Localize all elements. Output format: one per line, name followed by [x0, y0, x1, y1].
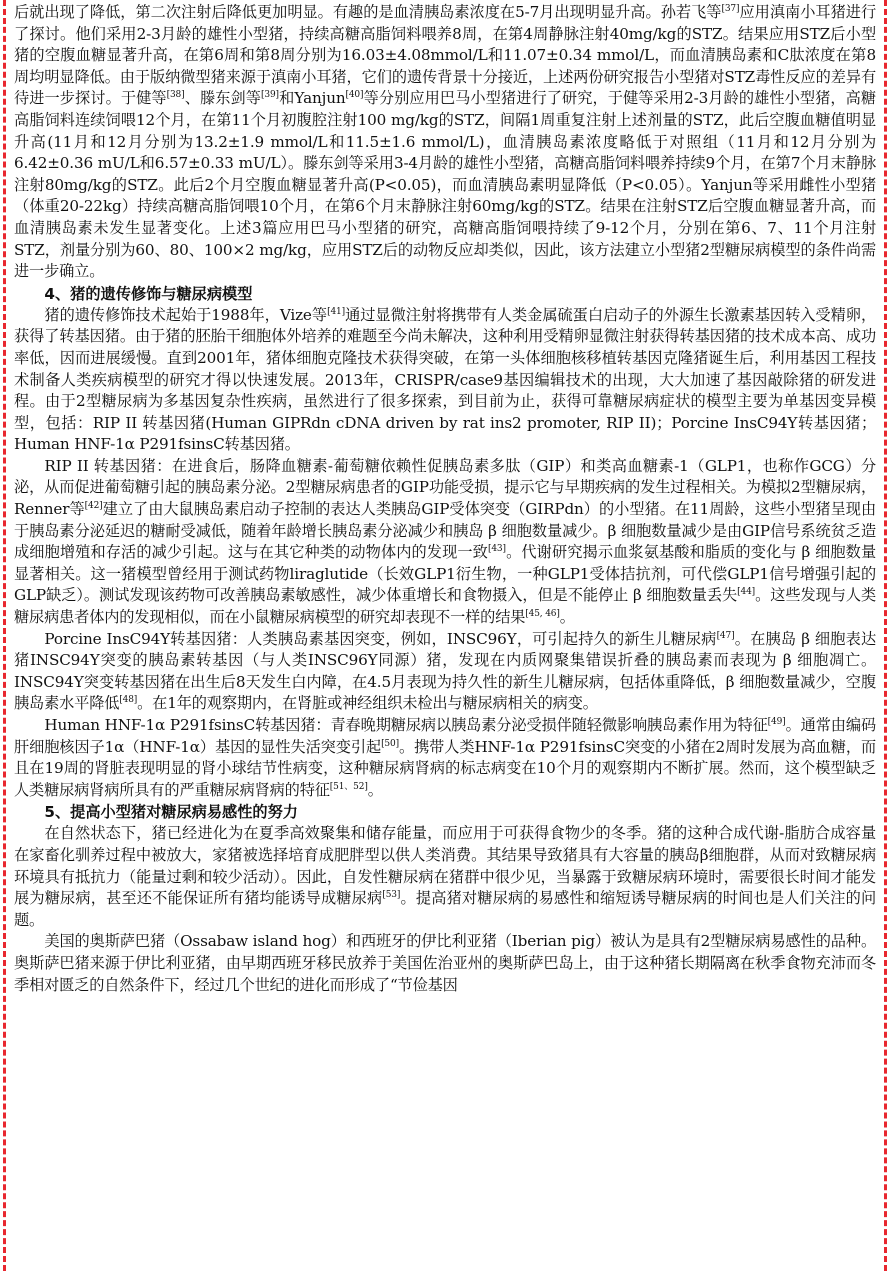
left-dashed-border [3, 0, 6, 1271]
citation-ref: [37] [721, 3, 740, 14]
body-paragraph [14, 2, 876, 283]
text-run: 猪的遗传修饰技术起始于1988年，Vize等 [44, 305, 328, 324]
text-run: 。在1年的观察期内，在肾脏或神经组织未检出与糖尿病相关的病变。 [137, 694, 598, 713]
citation-ref: [39] [261, 90, 279, 101]
citation-ref: [42] [84, 501, 103, 511]
citation-ref: [51、52] [329, 781, 368, 792]
text-run: 。通常由编码肝细胞核因子1α（HNF-1α）基因的显性失活突变引起 [14, 716, 876, 756]
citation-ref: [44] [737, 587, 756, 598]
body-paragraph [14, 931, 876, 996]
citation-ref: [43] [487, 544, 506, 555]
body-paragraph [14, 629, 876, 715]
citation-ref: [49] [767, 716, 786, 727]
body-paragraph [14, 715, 876, 801]
text-run: 和Yanjun [278, 89, 346, 108]
text-run: 。 [367, 780, 383, 799]
text-run: RIP II 转基因猪：在进食后，肠降血糖素-葡萄糖依赖性促胰岛素多肽（GIP）和类高血糖素-1（GLP1，也称作GCG）分泌，从而促进葡萄糖引起的胰岛素分泌。2型糖尿病患者的GIP功能受损，提示它与早期疾病的发生过程相关。为模拟2型糖尿病，Renner等 [14, 456, 876, 519]
citation-ref: [50] [381, 738, 399, 749]
section-heading [14, 801, 876, 823]
section-heading [14, 283, 876, 305]
text-run: 在自然状态下，猪已经进化为在夏季高效聚集和储存能量，而应用于可获得食物少的冬季。猪的这种合成代谢-脂肪合成容量在家畜化驯养过程中被放大，家猪被选择培育成肥胖型以供人类消费。其结果导致猪具有大容量的胰岛β细胞群，从而对致糖尿病环境具有抵抗力（能量过剩和较少活动）。因此，自发性糖尿病在猪群中很少见，当暴露于致糖尿病环境时，需要很长时间才能发展为糖尿病，甚至还不能保证所有猪均能诱导成糖尿病 [14, 824, 876, 908]
text-run: 通过显微注射将携带有人类金属硫蛋白启动子的外源生长激素基因转入受精卵，获得了转基因猪。由于猪的胚胎干细胞体外培养的难题至今尚未解决，这种利用受精卵显微注射获得转基因猪的技术成本高、成功率低，因而进展缓慢。直到2001年，猪体细胞克隆技术获得突破，在第一头体细胞核移植转基因克隆猪诞生后，利用基因工程技术制备人类疾病模型的研究才得以快速发展。2013年，CRISPR/case9基因编辑技术的出现，大大加速了基因敲除猪的研发进程。由于2型糖尿病为多基因复杂性疾病，虽然进行了很多探索，到目前为止，获得可靠糖尿病症状的模型主要为单基因变异模型，包括：RIP II 转基因猪(Human GIPRdn cDNA driven by rat ins2 promoter, RIP II)；Porcine InsC94Y转基因猪；Human HNF-1α P291fsinsC转基因猪。 [14, 305, 876, 454]
citation-ref: [40] [345, 90, 364, 101]
text-run: 建立了由大鼠胰岛素启动子控制的表达人类胰岛GIP受体突变（GIRPdn）的小型猪。在11周龄，这些小型猪呈现由于胰岛素分泌延迟的糖耐受减低，随着年龄增长胰岛素分泌减少和胰岛 β 细胞数量减少。β 细胞数量减少是由GIP信号系统贫乏造成细胞增殖和存活的减少引起。这与在其它种类的动物体内的发现一致 [14, 500, 876, 562]
text-run: 美国的奥斯萨巴猪（Ossabaw island hog）和西班牙的伊比利亚猪（Iberian pig）被认为是具有2型糖尿病易感性的品种。奥斯萨巴猪来源于伊比利亚猪，由早期西班牙移民放养于美国佐治亚州的奥斯萨巴岛上，由于这种猪长期隔离在秋季食物充沛而冬季相对匮乏的自然条件下，经过几个世纪的进化而形成了“节俭基因 [14, 932, 876, 994]
text-run: Porcine InsC94Y转基因猪：人类胰岛素基因突变，例如，INSC96Y，可引起持久的新生儿糖尿病 [44, 629, 717, 648]
text-run: 应用滇南小耳猪进行了探讨。他们采用2-3月龄的雄性小型猪，持续高糖高脂饲料喂养8周，在第4周静脉注射40mg/kg的STZ。结果应用STZ后小型猪的空腹血糖显著升高，在第6周和第8周分别为16.03±4.08mmol/L和11.07±0.34 mmol/L，而血清胰岛素和C肽浓度在第8周均明显降低。由于版纳微型猪来源于滇南小耳猪，它们的遗传背景十分接近，上述两份研究报告小型猪对STZ毒性反应的差异有待进一步探讨。于健等 [14, 3, 876, 108]
citation-ref: [48] [119, 695, 138, 706]
text-run: 4、猪的遗传修饰与糖尿病模型 [44, 284, 253, 303]
paper-page [14, 2, 876, 1271]
text-run: 。 [559, 608, 575, 627]
text-run: 。代谢研究揭示血浆氨基酸和脂质的变化与 β 细胞数量显著相关。这一猪模型曾经用于测试药物liraglutide（长效GLP1衍生物，一种GLP1受体拮抗剂，可代偿GLP1信号增强引起的GLP缺乏）。测试发现该药物可改善胰岛素敏感性，减少体重增长和食物摄入，但是不能停止 β 细胞数量丢失 [14, 543, 876, 605]
text-run: 5、提高小型猪对糖尿病易感性的努力 [44, 803, 298, 822]
citation-ref: [53] [382, 890, 401, 901]
text-run: 。携带人类HNF-1α P291fsinsC突变的小猪在2周时发展为高血糖，而且在19周的肾脏表现明显的肾小球结节性病变，这种糖尿病肾病的标志病变在10个月的观察期内不断扩展。然而，这个模型缺乏人类糖尿病肾病所具有的严重糖尿病肾病的特征 [14, 737, 876, 799]
citation-ref: [41] [327, 306, 345, 317]
citation-ref: [45, 46] [525, 608, 560, 619]
text-run: 等分别应用巴马小型猪进行了研究，于健等采用2-3月龄的雄性小型猪，高糖高脂饲料连续饲喂12个月，在第11个月初腹腔注射100 mg/kg的STZ，间隔1周重复注射上述剂量的STZ，此后空腹血糖值明显升高(11月和12月分别为13.2±1.9 mmol/L和11.5±1.6 mmol/L)，血清胰岛素浓度略低于对照组（11月和12月分别为6.42±0.36 mU/L和6.57±0.33 mU/L）。滕东剑等采用3-4月龄的雄性小型猪，高糖高脂饲料喂养持续9个月，在第7个月末静脉注射80mg/kg的STZ。此后2个月空腹血糖显著升高(P<0.05)，而血清胰岛素明显降低（P<0.05）。Yanjun等采用雌性小型猪（体重20-22kg）持续高糖高脂饲喂10个月，在第6个月末静脉注射60mg/kg的STZ。结果在注射STZ后空腹血糖显著升高，而血清胰岛素未发生显著变化。上述3篇应用巴马小型猪的研究，高糖高脂饲喂持续了9-12个月，分别在第6、7、11个月注射STZ，剂量分别为60、80、100×2 mg/kg，应用STZ后的动物反应却类似，因此，该方法建立小型猪2型糖尿病模型的条件尚需进一步确立。 [14, 89, 876, 281]
text-run: 、滕东剑等 [184, 89, 262, 108]
body-paragraph [14, 823, 876, 931]
text-run: Human HNF-1α P291fsinsC转基因猪：青春晚期糖尿病以胰岛素分泌受损伴随轻微影响胰岛素作用为特征 [44, 716, 768, 734]
text-run: 后就出现了降低，第二次注射后降低更加明显。有趣的是血清胰岛素浓度在5-7月出现明显升高。孙若飞等 [14, 3, 722, 21]
citation-ref: [38] [166, 90, 185, 101]
text-run: 。提高猪对糖尿病的易感性和缩短诱导糖尿病的时间也是人们关注的问题。 [14, 889, 876, 929]
body-paragraph [14, 305, 876, 456]
body-paragraph [14, 456, 876, 629]
citation-ref: [47] [716, 630, 735, 641]
right-dashed-border [884, 0, 887, 1271]
text-run: 。这些发现与人类糖尿病患者体内的发现相似，而在小鼠糖尿病模型的研究却表现不一样的结果 [14, 586, 876, 627]
text-run: 。在胰岛 β 细胞表达猪INSC94Y突变的胰岛素转基因（与人类INSC96Y同源）猪，发现在内质网聚集错误折叠的胰岛素而表现为 β 细胞凋亡。INSC94Y突变转基因猪在出生后8天发生白内障，在4.5月表现为持久性的新生儿糖尿病，包括体重降低，β 细胞数量减少，空腹胰岛素水平降低 [14, 629, 876, 713]
